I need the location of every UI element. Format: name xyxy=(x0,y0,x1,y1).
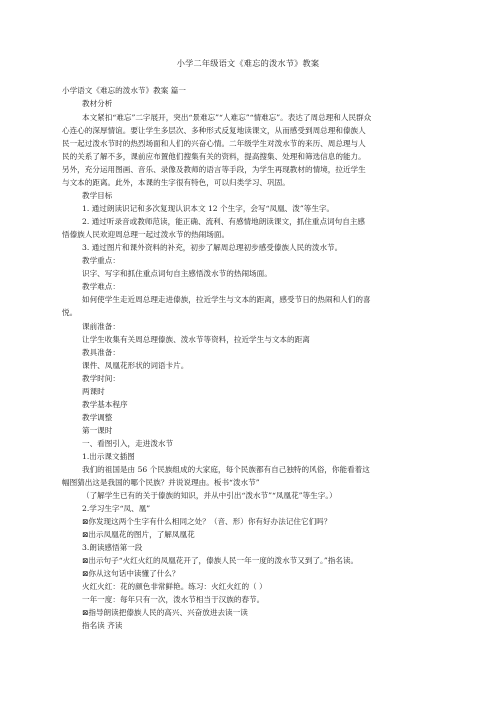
paragraph-line: 与文本的距离。此外，本课的生字很有特色，可以归类学习、巩固。 xyxy=(62,178,290,187)
heading: 教学时间： xyxy=(82,374,120,383)
heading: 教具准备： xyxy=(82,348,120,357)
paragraph-line: 民的关系了解不多，课前应布置他们搜集有关的资料，提高搜集、处理和筛选信息的能力。 xyxy=(62,152,366,161)
paragraph-line: 悦。 xyxy=(62,308,78,317)
paragraph-line: 民一起过泼水节时的热烈场面和人们的兴奋心情。二年级学生对泼水节的来历、周总理与人 xyxy=(62,139,366,148)
heading: 课前准备： xyxy=(82,322,120,331)
list-item: ⊠出示句子“火红火红的凤凰花开了，傣族人民一年一度的泼水节又到了。”指名读。 xyxy=(82,556,359,565)
heading: 一、看图引入，走进泼水节 xyxy=(82,439,174,448)
paragraph-line: 指名读 齐读 xyxy=(82,621,123,630)
paragraph-line: 心连心的深厚情谊。要让学生多层次、多种形式反复地读课文，从而感受到周总理和傣族人 xyxy=(62,126,366,135)
paragraph-line: 识字、写字和抓住重点词句自主感悟泼水节的热闹场面。 xyxy=(82,269,272,278)
list-item: ⊠你从这句话中读懂了什么？ xyxy=(82,569,180,578)
heading: 教学目标 xyxy=(82,191,113,200)
list-item: ⊠指导朗读把傣族人民的高兴、兴奋放进去读一读 xyxy=(82,608,248,617)
paragraph-line: 我们的祖国是由 56 个民族组成的大家庭，每个民族都有自己独特的风俗，你能看着这 xyxy=(82,465,370,474)
list-item: 1. 通过朗读识记和多次复现认识本文 12 个生字，会写“凤凰、泼”等生字。 xyxy=(82,204,335,213)
heading: 教学重点： xyxy=(82,256,120,265)
list-item: ⊠你发现这两个生字有什么相同之处？（音、形）你有好办法记住它们吗？ xyxy=(82,517,332,526)
heading: 教学调整 xyxy=(82,413,113,422)
paragraph-line: 如何使学生走近周总理走进傣族，拉近学生与文本的距离，感受节日的热闹和人们的喜 xyxy=(82,295,371,304)
paragraph-line: 一年一度：每年只有一次，泼水节相当于汉族的春节。 xyxy=(82,595,265,604)
list-item: 悟傣族人民欢迎周总理一起过泼水节的热闹场面。 xyxy=(62,230,230,239)
paragraph-line: 本文紧扣“难忘”二字展开，突出“景难忘”“人难忘”“情难忘”。表达了周总理和人民群众 xyxy=(82,113,372,122)
list-item: 2.学习生字“凤、凰” xyxy=(82,504,151,513)
heading: 教材分析 xyxy=(82,99,113,108)
section-heading: 小学语文《难忘的泼水节》教案 篇一 xyxy=(62,86,186,95)
list-item: 2. 通过听录音或教师范读，能正确、流利、有感情地朗读课文，抓住重点词句自主感 xyxy=(82,217,366,226)
paragraph-line: 让学生收集有关周总理傣族、泼水节等资料，拉近学生与文本的距离 xyxy=(82,335,310,344)
paragraph-line: 另外，充分运用图画、音乐、录像及教师的语言等手段，为学生再现教材的情境，拉近学生 xyxy=(62,165,366,174)
list-item: 1.出示课文插图 xyxy=(82,452,135,461)
heading: 第一课时 xyxy=(82,426,113,435)
paragraph-line: 火红火红：花的颜色非常鲜艳。练习：火红火红的（ ） xyxy=(82,582,267,591)
paragraph-line: （了解学生已有的关于傣族的知识，并从中引出“泼水节”“凤凰花”等生字。） xyxy=(82,491,337,500)
heading: 教学基本程序 xyxy=(82,400,128,409)
page-title: 小学二年级语文《难忘的泼水节》教案 xyxy=(176,58,320,68)
paragraph-line: 幅图猜出这是我国的哪个民族？并说说理由。板书“泼水节” xyxy=(62,478,260,487)
list-item: ⊠出示凤凰花的图片，了解凤凰花 xyxy=(82,530,195,539)
list-item: 3.朗读感悟第一段 xyxy=(82,543,143,552)
paragraph-line: 两课时 xyxy=(82,387,105,396)
list-item: 3. 通过图片和课外资料的补充，初步了解周总理初步感受傣族人民的泼水节。 xyxy=(82,243,343,252)
paragraph-line: 课件、凤凰花形状的词语卡片。 xyxy=(82,361,189,370)
heading: 教学难点： xyxy=(82,282,120,291)
